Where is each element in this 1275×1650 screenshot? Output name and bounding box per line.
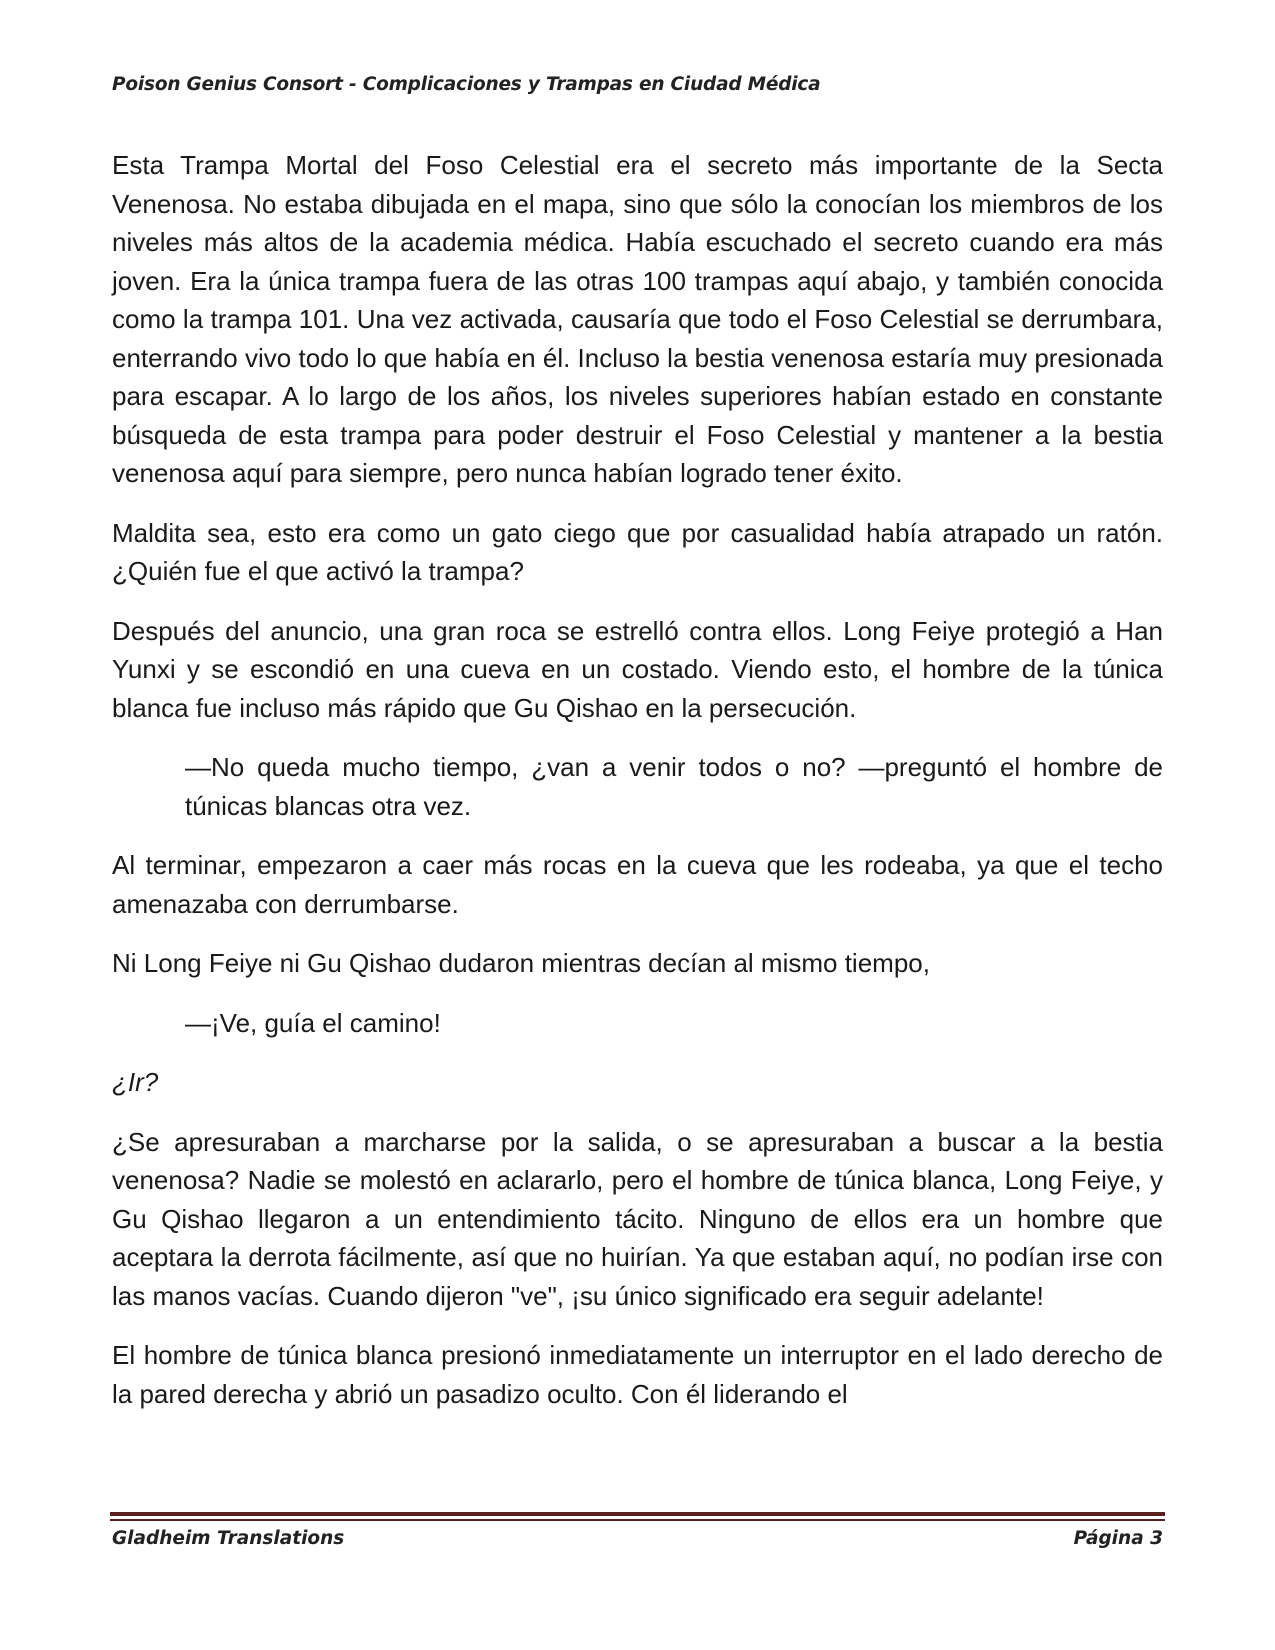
paragraph-5: Al terminar, empezaron a caer más rocas en la cueva que les rodeaba, ya que el techo amenazaba con derrumbarse. <box>112 850 1163 919</box>
paragraph-9: ¿Se apresuraban a marcharse por la salida, o se apresuraban a buscar a la bestia venenosa? Nadie se molestó en aclararlo, pero el hombre de túnica blanca, Long Feiye, y Gu Qishao llegaron a un entendimiento tácito. Ninguno de ellos era un hombre que aceptara la derrota fácilmente, así que no huirían. Ya que estaban aquí, no podían irse con las manos vacías. Cuando dijeron "ve", ¡su único significado era seguir adelante! <box>112 1126 1163 1311</box>
dialogue-paragraph-2: —¡Ve, guía el camino! <box>185 1007 441 1038</box>
footer-rule-thick <box>110 1512 1165 1516</box>
page-footer <box>112 1528 1163 1549</box>
dialogue-paragraph-1: —No queda mucho tiempo, ¿van a venir todos o no? —preguntó el hombre de túnicas blancas otra vez. <box>185 752 1163 821</box>
footer-rule-thin <box>110 1519 1165 1521</box>
paragraph-6: Ni Long Feiye ni Gu Qishao dudaron mientras decían al mismo tiempo, <box>112 948 930 978</box>
paragraph-10: El hombre de túnica blanca presionó inmediatamente un interruptor en el lado derecho de la pared derecha y abrió un pasadizo oculto. Con él liderando el <box>112 1340 1163 1409</box>
footer-page-number: Página 3 <box>1073 1528 1163 1549</box>
paragraph-1: Esta Trampa Mortal del Foso Celestial era el secreto más importante de la Secta Venenosa. No estaba dibujada en el mapa, sino que sólo la conocían los miembros de los niveles más altos de la academia médica. Había escuchado el secreto cuando era más joven. Era la única trampa fuera de las otras 100 trampas aquí abajo, y también conocida como la trampa 101. Una vez activada, causaría que todo el Foso Celestial se derrumbara, enterrando vivo todo lo que había en él. Incluso la bestia venenosa estaría muy presionada para escapar. A lo largo de los años, los niveles superiores habían estado en constante búsqueda de esta trampa para poder destruir el Foso Celestial y mantener a la bestia venenosa aquí para siempre, pero nunca habían logrado tener éxito. <box>112 150 1163 488</box>
paragraph-3: Después del anuncio, una gran roca se estrelló contra ellos. Long Feiye protegió a Han Yunxi y se escondió en una cueva en un costado. Viendo esto, el hombre de la túnica blanca fue incluso más rápido que Gu Qishao en la persecución. <box>112 615 1163 723</box>
italic-thought: ¿Ir? <box>112 1067 159 1097</box>
footer-publisher: Gladheim Translations <box>112 1528 345 1549</box>
page-header-title: Poison Genius Consort - Complicaciones y Trampas en Ciudad Médica <box>112 74 821 95</box>
document-body <box>112 146 1163 1434</box>
paragraph-2: Maldita sea, esto era como un gato ciego que por casualidad había atrapado un ratón. ¿Quién fue el que activó la trampa? <box>112 517 1163 586</box>
